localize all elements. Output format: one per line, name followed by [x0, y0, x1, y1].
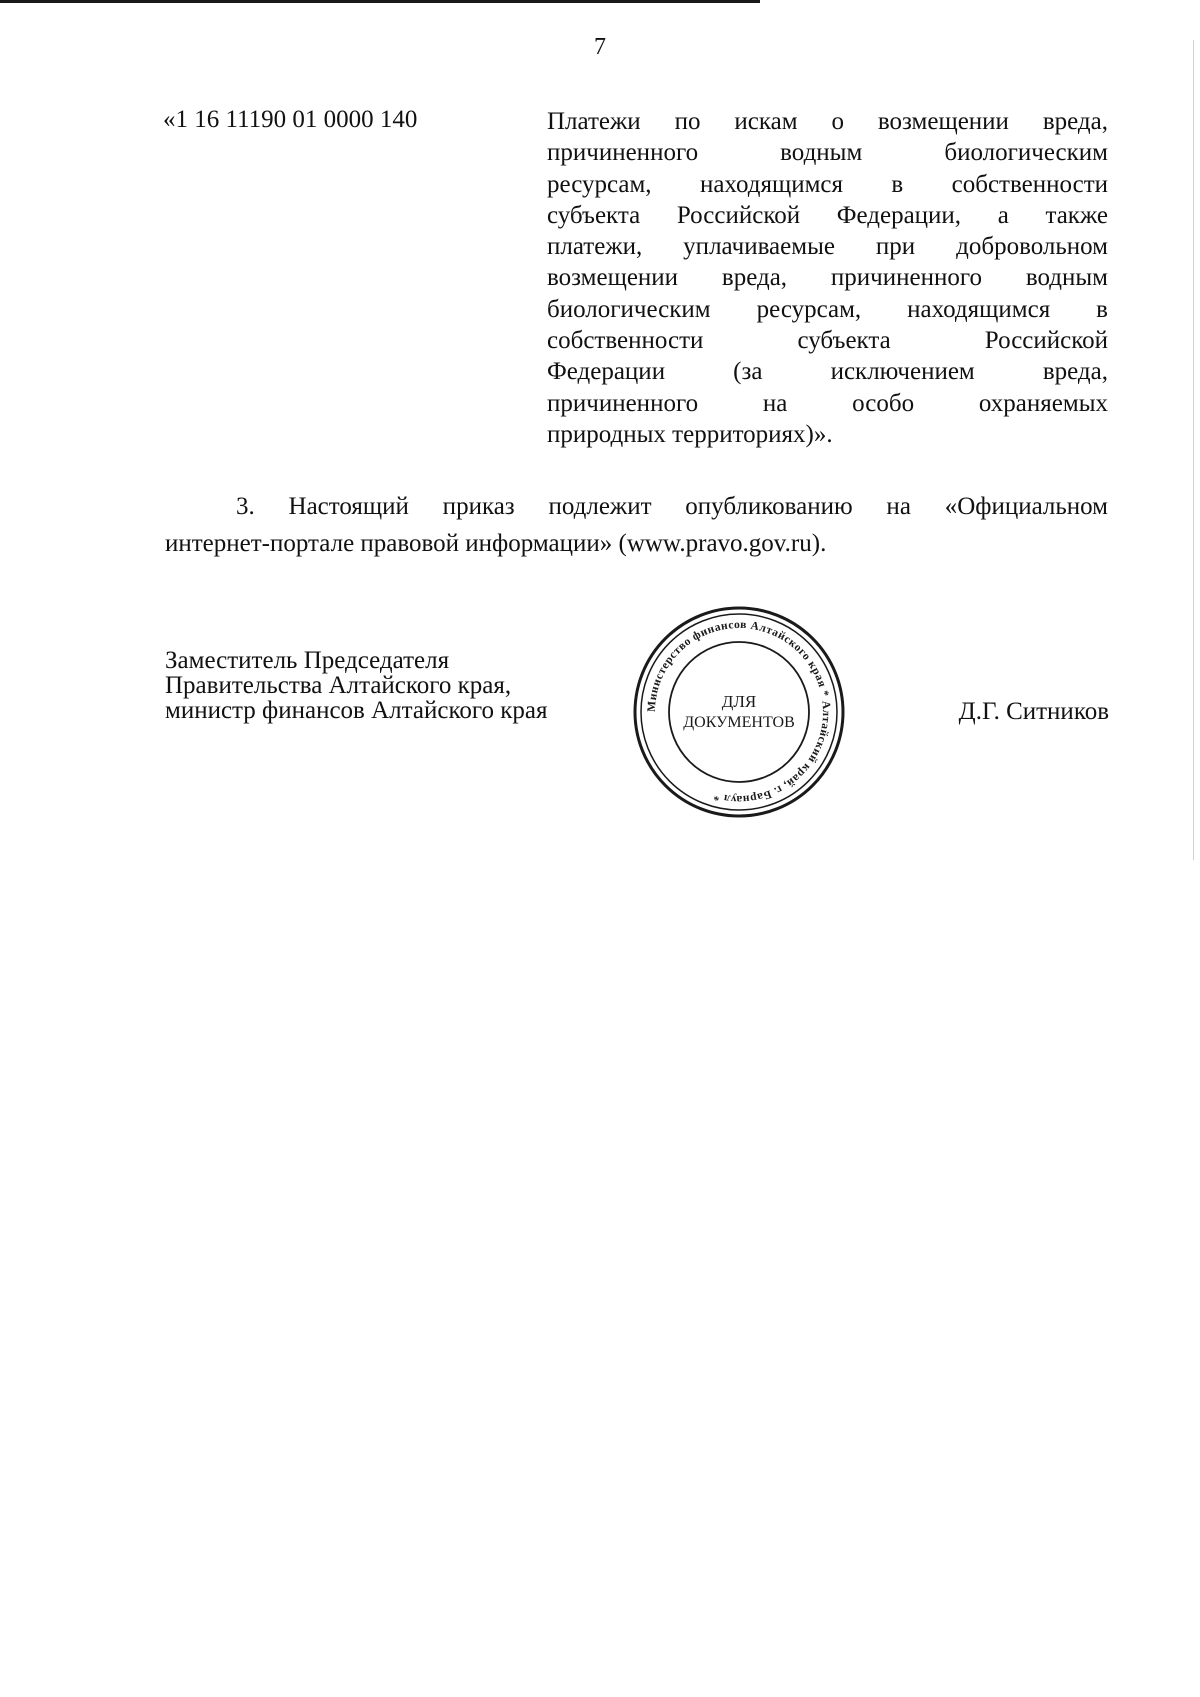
official-seal	[630, 603, 848, 821]
scan-edge-mark	[1193, 40, 1194, 860]
description-line: причиненного на особо охраняемых	[547, 389, 1108, 417]
description-line: причиненного водным биологическим	[547, 139, 1108, 167]
description-line: ресурсам, находящимся в собственности	[547, 170, 1108, 198]
signer-title-line: Правительства Алтайского края,	[165, 672, 512, 699]
scan-edge-line	[0, 0, 760, 3]
description-line: Федерации (за исключением вреда,	[547, 358, 1108, 386]
seal-center-line-2: ДОКУМЕНТОВ	[683, 714, 795, 731]
description-line: возмещении вреда, причиненного водным	[547, 264, 1108, 292]
clause-line: интернет-портале правовой информации» (www.pravo.gov.ru).	[165, 530, 827, 557]
signer-name: Д.Г. Ситников	[958, 698, 1109, 725]
page-number: 7	[594, 34, 606, 60]
description-line: собственности субъекта Российской	[547, 327, 1108, 355]
description-line: биологическим ресурсам, находящимся в	[547, 295, 1108, 323]
description-line: субъекта Российской Федерации, а также	[547, 201, 1108, 229]
seal-graphic	[630, 603, 848, 821]
seal-center-line-1: ДЛЯ	[721, 692, 757, 711]
description-line: Платежи по искам о возмещении вреда,	[547, 108, 1108, 135]
seal-ring-text: Министерство финансов Алтайского края * Алтайский край, г. Барнаул *	[645, 618, 833, 806]
signer-title-line: министр финансов Алтайского края	[165, 697, 548, 724]
clause-line: 3. Настоящий приказ подлежит опубликованию на «Официальном	[236, 493, 1108, 520]
description-line: платежи, уплачиваемые при добровольном	[547, 233, 1108, 261]
signer-title	[165, 648, 547, 723]
clause-3	[165, 488, 1108, 562]
signer-title-line: Заместитель Председателя	[165, 647, 450, 674]
budget-classification-code: «1 16 11190 01 0000 140	[163, 106, 418, 133]
code-description	[547, 106, 1108, 450]
description-line: природных территориях)».	[547, 420, 833, 448]
